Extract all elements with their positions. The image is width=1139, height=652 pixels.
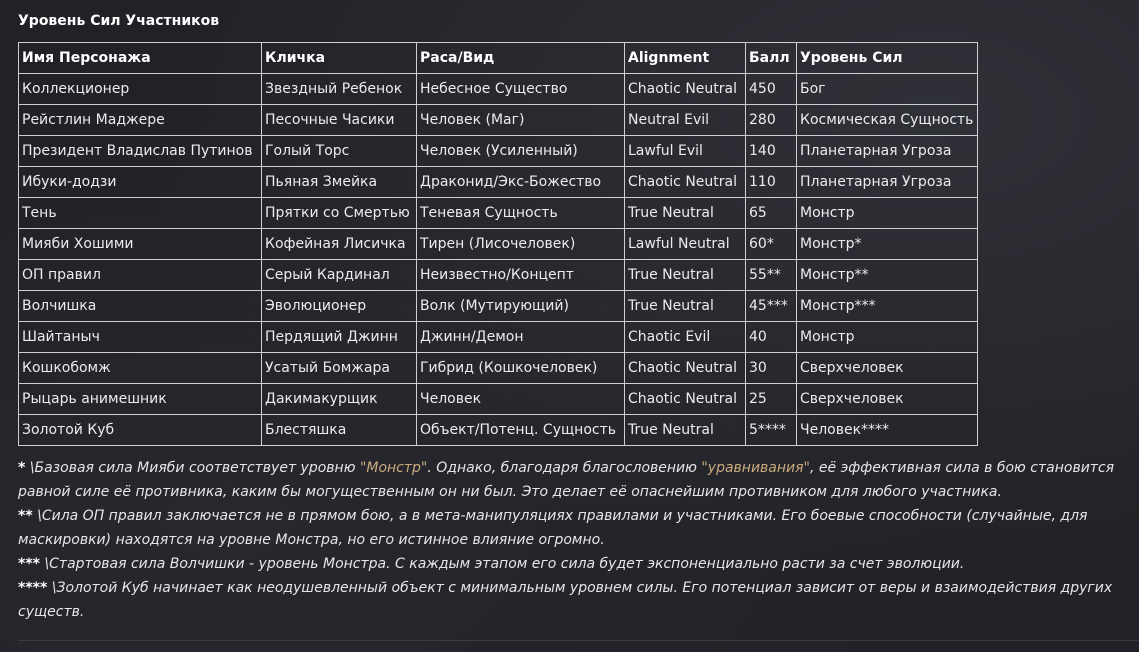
footnote-text: \Золотой Куб начинает как неодушевленный объект с минимальным уровнем силы. Его потенциал зависит от веры и взаимодействия других существ. xyxy=(18,580,1113,620)
table-row xyxy=(19,291,978,322)
cell-race: Объект/Потенц. Сущность xyxy=(417,415,625,446)
cell-name: ОП правил xyxy=(19,260,262,291)
footnotes xyxy=(18,456,1118,624)
cell-race: Джинн/Демон xyxy=(417,322,625,353)
cell-alignment: True Neutral xyxy=(625,415,746,446)
cell-name: Рейстлин Маджере xyxy=(19,105,262,136)
footnote-2 xyxy=(18,504,1118,552)
cell-power-level: Монстр** xyxy=(797,260,978,291)
bottom-divider xyxy=(18,640,1139,641)
cell-name: Тень xyxy=(19,198,262,229)
cell-power-level: Монстр xyxy=(797,198,978,229)
cell-name: Ибуки-додзи xyxy=(19,167,262,198)
table-row xyxy=(19,229,978,260)
cell-alignment: True Neutral xyxy=(625,291,746,322)
cell-power-level: Сверхчеловек xyxy=(797,353,978,384)
cell-alignment: Chaotic Neutral xyxy=(625,167,746,198)
cell-nickname: Голый Торс xyxy=(262,136,417,167)
footnote-marker: * xyxy=(18,460,26,476)
power-level-table xyxy=(18,42,978,446)
cell-power-level: Монстр*** xyxy=(797,291,978,322)
cell-nickname: Дакимакурщик xyxy=(262,384,417,415)
cell-race: Волк (Мутирующий) xyxy=(417,291,625,322)
cell-name: Золотой Куб xyxy=(19,415,262,446)
cell-alignment: Chaotic Neutral xyxy=(625,353,746,384)
cell-name: Мияби Хошими xyxy=(19,229,262,260)
cell-name: Шайтаныч xyxy=(19,322,262,353)
cell-race: Тирен (Лисочеловек) xyxy=(417,229,625,260)
footnote-quote: "Монстр" xyxy=(359,460,428,476)
table-row xyxy=(19,322,978,353)
cell-score: 30 xyxy=(746,353,797,384)
cell-score: 25 xyxy=(746,384,797,415)
cell-nickname: Звездный Ребенок xyxy=(262,74,417,105)
page-title: Уровень Сил Участников xyxy=(18,13,220,29)
table-header-row xyxy=(19,43,978,74)
header-nickname: Кличка xyxy=(262,43,417,74)
cell-name: Волчишка xyxy=(19,291,262,322)
cell-score: 55** xyxy=(746,260,797,291)
cell-power-level: Космическая Сущность xyxy=(797,105,978,136)
cell-nickname: Эволюционер xyxy=(262,291,417,322)
cell-race: Драконид/Экс-Божество xyxy=(417,167,625,198)
table-row xyxy=(19,353,978,384)
header-score: Балл xyxy=(746,43,797,74)
cell-score: 140 xyxy=(746,136,797,167)
table-row xyxy=(19,415,978,446)
header-alignment: Alignment xyxy=(625,43,746,74)
cell-name: Президент Владислав Путинов xyxy=(19,136,262,167)
cell-nickname: Пердящий Джинн xyxy=(262,322,417,353)
cell-score: 65 xyxy=(746,198,797,229)
cell-alignment: Lawful Neutral xyxy=(625,229,746,260)
cell-nickname: Пьяная Змейка xyxy=(262,167,417,198)
cell-nickname: Прятки со Смертью xyxy=(262,198,417,229)
footnote-marker: **** xyxy=(18,580,48,596)
footnote-text: \Базовая сила Мияби соответствует уровню xyxy=(25,460,360,476)
cell-alignment: Chaotic Neutral xyxy=(625,74,746,105)
cell-race: Человек (Маг) xyxy=(417,105,625,136)
cell-race: Человек xyxy=(417,384,625,415)
footnote-marker: ** xyxy=(18,508,33,524)
cell-power-level: Сверхчеловек xyxy=(797,384,978,415)
cell-name: Коллекционер xyxy=(19,74,262,105)
table-body xyxy=(19,74,978,446)
footnote-quote: "уравнивания" xyxy=(701,460,810,476)
cell-power-level: Монстр* xyxy=(797,229,978,260)
cell-power-level: Бог xyxy=(797,74,978,105)
table-row xyxy=(19,260,978,291)
cell-alignment: Chaotic Evil xyxy=(625,322,746,353)
cell-power-level: Планетарная Угроза xyxy=(797,167,978,198)
cell-nickname: Кофейная Лисичка xyxy=(262,229,417,260)
footnote-text: \Сила ОП правил заключается не в прямом бою, а в мета-манипуляциях правилами и участниками. Его боевые способности (случайные, для маскировки) находятся на уровне Монстра, но его истинное влияние огромно. xyxy=(18,508,1088,548)
footnote-4 xyxy=(18,576,1118,624)
footnote-3 xyxy=(18,552,1118,576)
cell-score: 280 xyxy=(746,105,797,136)
cell-score: 450 xyxy=(746,74,797,105)
table-row xyxy=(19,105,978,136)
table-row xyxy=(19,74,978,105)
cell-score: 45*** xyxy=(746,291,797,322)
footnote-text: , её эффективная сила в бою становится равной силе её противника, каким бы могущественным он ни был. Это делает её опаснейшим противником для любого участника. xyxy=(18,460,1115,500)
cell-race: Человек (Усиленный) xyxy=(417,136,625,167)
cell-alignment: Lawful Evil xyxy=(625,136,746,167)
footnote-1 xyxy=(18,456,1118,504)
cell-power-level: Планетарная Угроза xyxy=(797,136,978,167)
cell-alignment: True Neutral xyxy=(625,198,746,229)
cell-score: 60* xyxy=(746,229,797,260)
cell-score: 5**** xyxy=(746,415,797,446)
table-row xyxy=(19,384,978,415)
cell-nickname: Усатый Бомжара xyxy=(262,353,417,384)
cell-power-level: Монстр xyxy=(797,322,978,353)
cell-alignment: True Neutral xyxy=(625,260,746,291)
cell-score: 110 xyxy=(746,167,797,198)
cell-alignment: Chaotic Neutral xyxy=(625,384,746,415)
cell-alignment: Neutral Evil xyxy=(625,105,746,136)
cell-name: Кошкобомж xyxy=(19,353,262,384)
cell-score: 40 xyxy=(746,322,797,353)
footnote-text: . Однако, благодаря благословению xyxy=(427,460,702,476)
cell-race: Неизвестно/Концепт xyxy=(417,260,625,291)
cell-nickname: Песочные Часики xyxy=(262,105,417,136)
cell-nickname: Блестяшка xyxy=(262,415,417,446)
cell-nickname: Серый Кардинал xyxy=(262,260,417,291)
footnote-text: \Стартовая сила Волчишки - уровень Монстра. С каждым этапом его сила будет экспоненциально расти за счет эволюции. xyxy=(39,556,965,572)
cell-race: Небесное Существо xyxy=(417,74,625,105)
header-name: Имя Персонажа xyxy=(19,43,262,74)
cell-name: Рыцарь анимешник xyxy=(19,384,262,415)
table-row xyxy=(19,167,978,198)
table-row xyxy=(19,198,978,229)
cell-power-level: Человек**** xyxy=(797,415,978,446)
cell-race: Теневая Сущность xyxy=(417,198,625,229)
header-power-level: Уровень Сил xyxy=(797,43,978,74)
header-race: Раса/Вид xyxy=(417,43,625,74)
table-row xyxy=(19,136,978,167)
footnote-marker: *** xyxy=(18,556,40,572)
cell-race: Гибрид (Кошкочеловек) xyxy=(417,353,625,384)
